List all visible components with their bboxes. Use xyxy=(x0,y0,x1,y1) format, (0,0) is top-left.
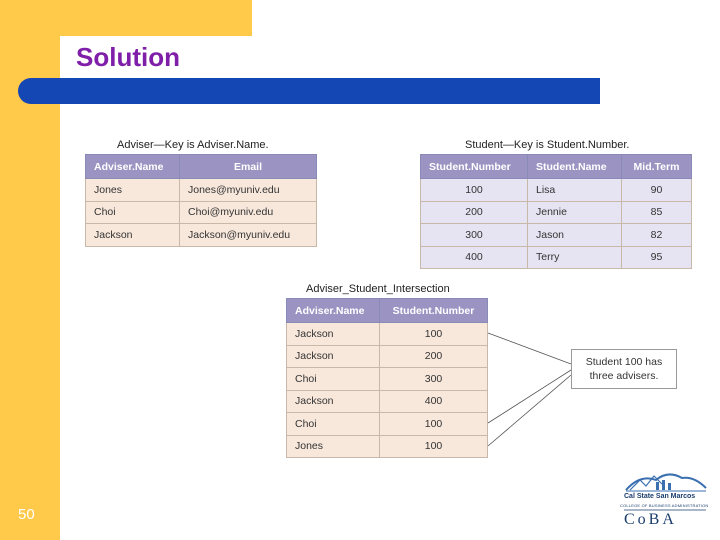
callout-line: Student 100 has xyxy=(585,356,663,368)
table-cell: Jackson@myuniv.edu xyxy=(180,224,317,247)
table-cell: Choi xyxy=(287,368,380,391)
column-header: Email xyxy=(180,155,317,179)
table-cell: 200 xyxy=(421,201,528,224)
table-cell: 400 xyxy=(421,246,528,269)
table-cell: Jones@myuniv.edu xyxy=(180,179,317,202)
logo-acronym: CoBA xyxy=(624,511,677,528)
table-cell: 100 xyxy=(421,179,528,202)
table-cell: Jones xyxy=(287,435,380,458)
intersection-table-caption: Adviser_Student_Intersection xyxy=(306,283,450,295)
table-cell: Jones xyxy=(86,179,180,202)
column-header: Student.Name xyxy=(528,155,622,179)
table-cell: 300 xyxy=(380,368,488,391)
table-cell: Lisa xyxy=(528,179,622,202)
column-header: Mid.Term xyxy=(622,155,692,179)
adviser-table-caption: Adviser—Key is Adviser.Name. xyxy=(117,139,269,151)
table-cell: 95 xyxy=(622,246,692,269)
callout-line: three advisers. xyxy=(589,370,659,382)
table-cell: 90 xyxy=(622,179,692,202)
table-cell: Choi xyxy=(86,201,180,224)
table-cell: Choi@myuniv.edu xyxy=(180,201,317,224)
student-table-caption: Student—Key is Student.Number. xyxy=(465,139,630,151)
table-cell: 100 xyxy=(380,323,488,346)
table-cell: 85 xyxy=(622,201,692,224)
table-cell: Jackson xyxy=(287,345,380,368)
column-header: Adviser.Name xyxy=(86,155,180,179)
table-cell: 400 xyxy=(380,390,488,413)
column-header: Adviser.Name xyxy=(287,299,380,323)
slide-title: Solution xyxy=(76,42,180,72)
table-cell: 100 xyxy=(380,413,488,436)
table-cell: Jackson xyxy=(287,323,380,346)
column-header: Student.Number xyxy=(421,155,528,179)
logo-university-name: Cal State San Marcos xyxy=(624,493,696,500)
table-cell: Jennie xyxy=(528,201,622,224)
table-cell: 100 xyxy=(380,435,488,458)
page-number: 50 xyxy=(18,506,35,523)
table-cell: 300 xyxy=(421,224,528,247)
table-cell: Jackson xyxy=(86,224,180,247)
logo-college-name: COLLEGE OF BUSINESS ADMINISTRATION xyxy=(620,503,709,508)
callout-box xyxy=(571,349,677,389)
table-cell: Terry xyxy=(528,246,622,269)
table-cell: Choi xyxy=(287,413,380,436)
column-header: Student.Number xyxy=(380,299,488,323)
table-cell: Jason xyxy=(528,224,622,247)
table-cell: 200 xyxy=(380,345,488,368)
table-cell: 82 xyxy=(622,224,692,247)
table-cell: Jackson xyxy=(287,390,380,413)
